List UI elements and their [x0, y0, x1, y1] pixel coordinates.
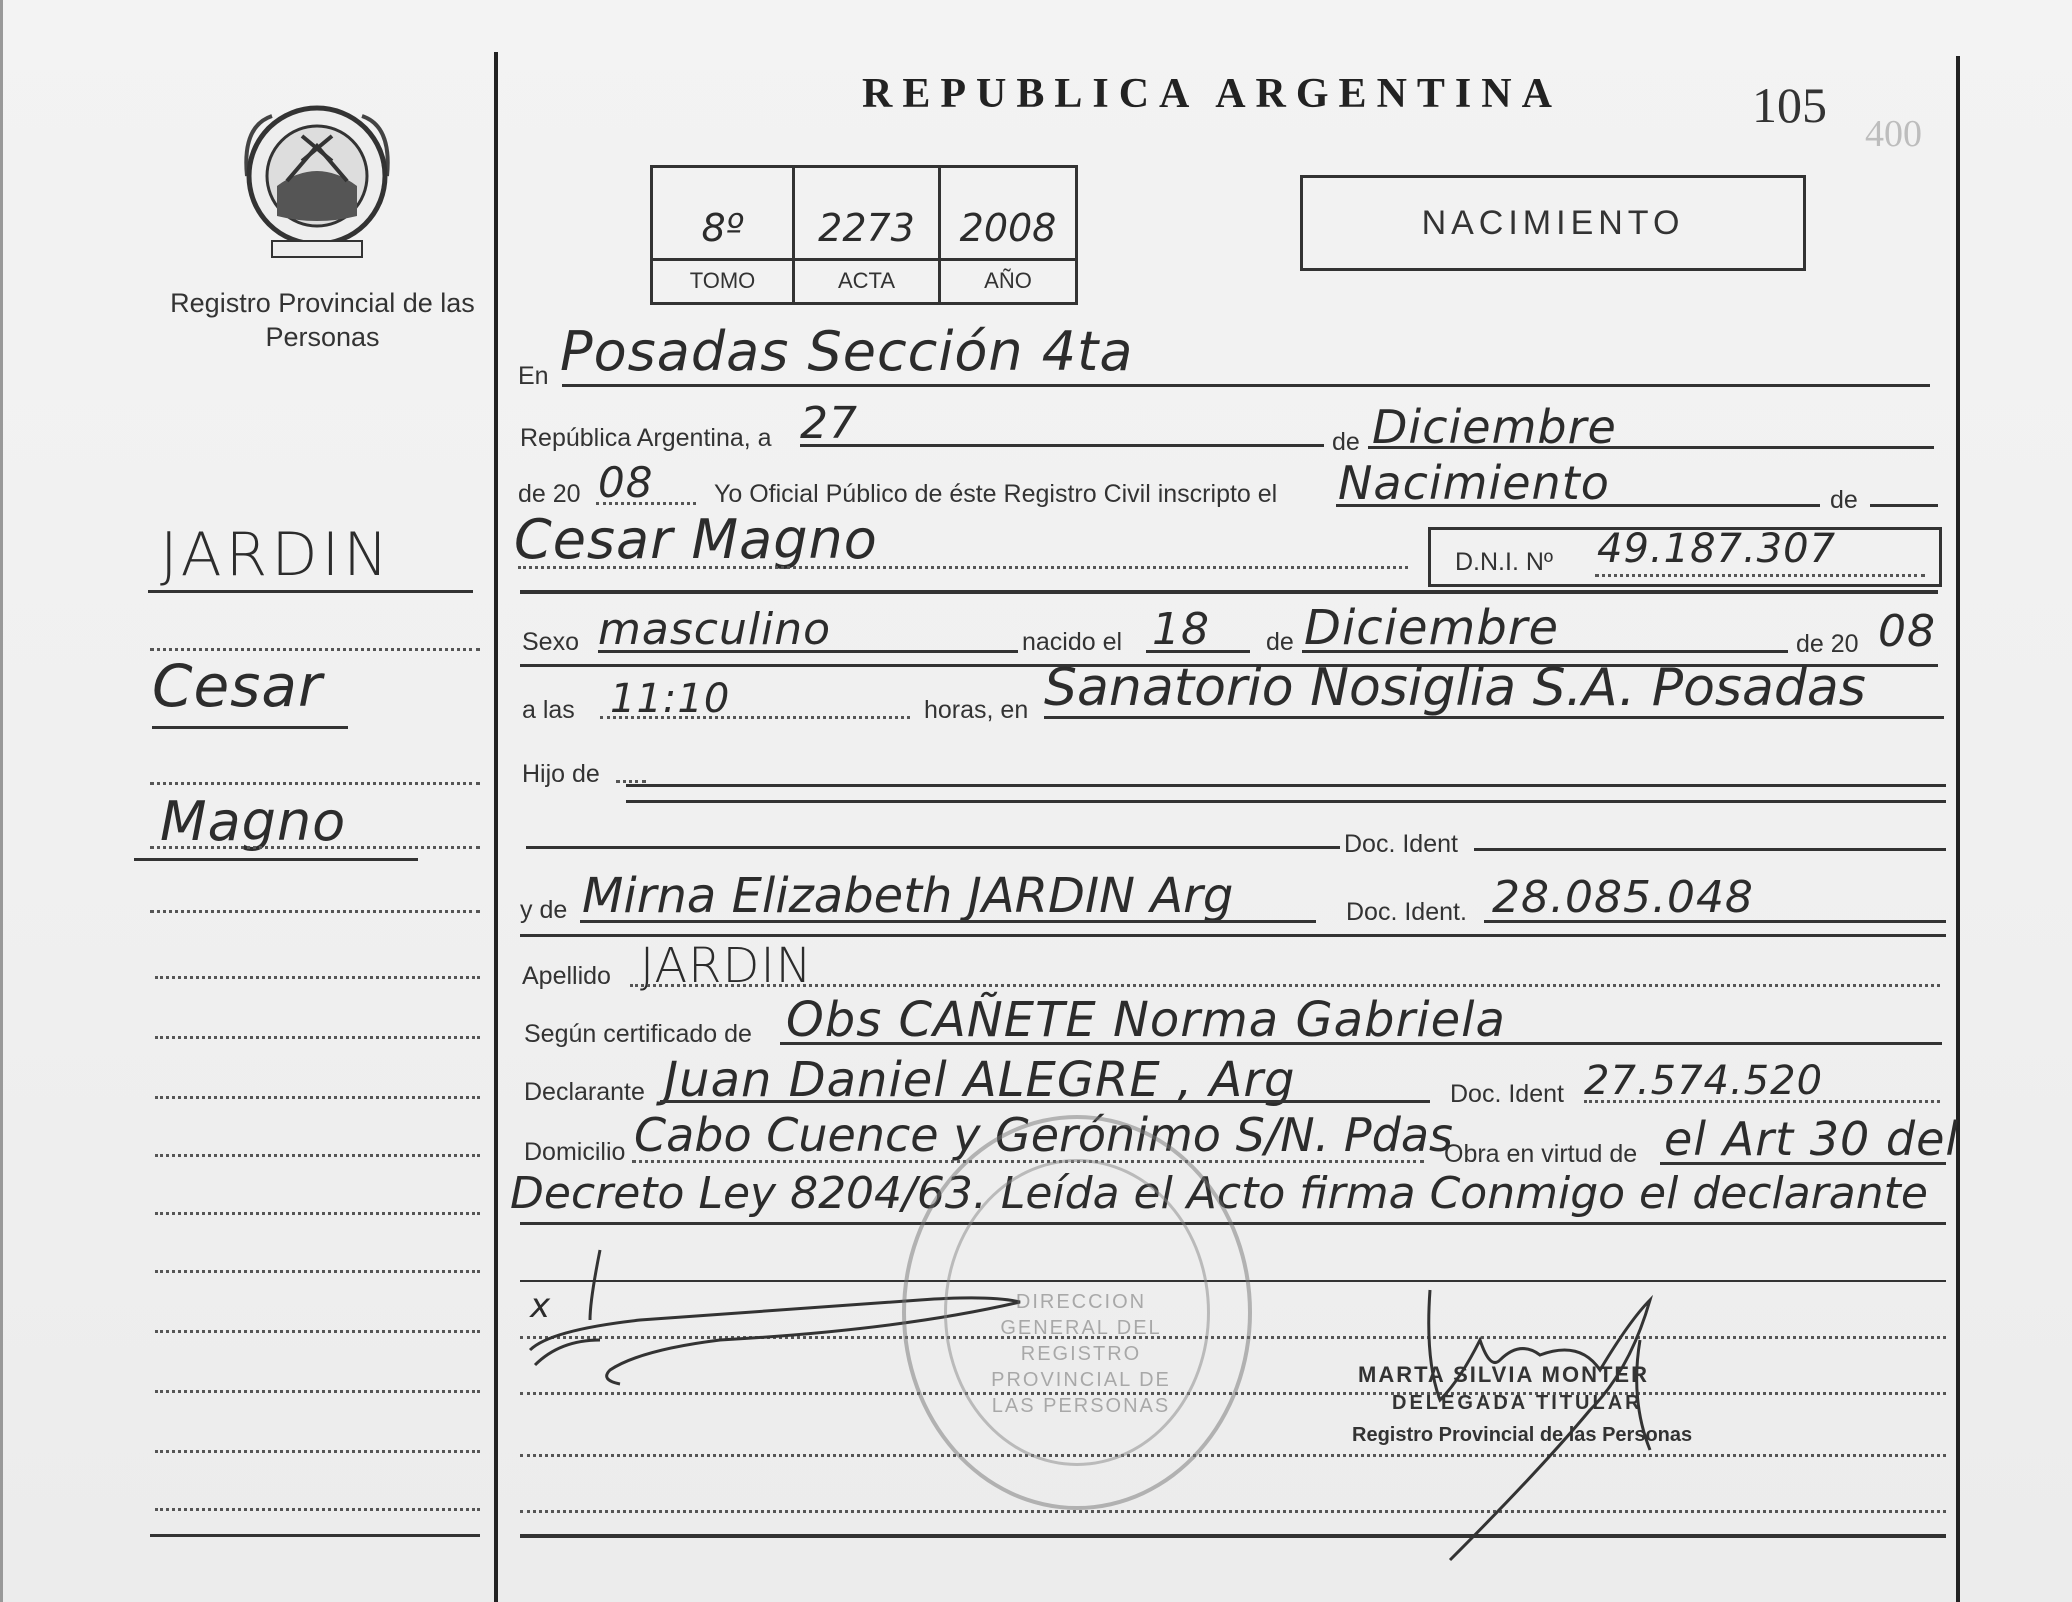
margin-line [148, 590, 473, 593]
right-border-line [1956, 56, 1960, 1602]
de-label-2: de [1830, 486, 1858, 514]
sexo-label: Sexo [522, 628, 579, 656]
oficial-label: Yo Oficial Público de éste Registro Civil inscripto el [714, 480, 1278, 508]
record-type-box: NACIMIENTO [1300, 175, 1806, 271]
registry-name: Registro Provincial de las Personas [170, 288, 475, 352]
time-line [600, 716, 910, 719]
domicilio-value: Cabo Cuence y Gerónimo S/N. Pdas [634, 1108, 1454, 1162]
provincial-seal-icon [232, 86, 402, 262]
stamp-text: DIRECCION GENERAL DEL REGISTRO PROVINCIAL DE LAS PERSONAS [991, 1291, 1171, 1417]
page-number: 105 [1752, 77, 1827, 133]
dni-label: D.N.I. Nº [1455, 548, 1554, 576]
father-line [526, 846, 1340, 849]
name-line [518, 566, 1408, 569]
margin-second-name: Magno [160, 790, 347, 853]
margin-line [134, 858, 418, 861]
declarante-line [660, 1100, 1430, 1103]
de-line-2 [1870, 504, 1938, 507]
father-doc-line [1474, 848, 1946, 851]
place-value: Sanatorio Nosiglia S.A. Posadas [1044, 658, 1866, 718]
domicilio-label: Domicilio [524, 1138, 626, 1166]
official-office: Registro Provincial de las Personas [1352, 1424, 1693, 1446]
certificado-label: Según certificado de [524, 1020, 752, 1048]
name-value: Cesar Magno [514, 508, 878, 571]
doc-ident-label-3: Doc. Ident [1450, 1080, 1564, 1108]
certificado-value: Obs CAÑETE Norma Gabriela [786, 992, 1506, 1048]
official-role: DELEGADA TITULAR [1392, 1392, 1643, 1414]
official-stamp [902, 1115, 1252, 1510]
left-divider-line [494, 52, 498, 1602]
birth-year-value: 08 [1878, 606, 1936, 657]
dni-value: 49.187.307 [1597, 526, 1837, 572]
tomo-label: TOMO [653, 258, 792, 302]
margin-line [155, 1270, 480, 1273]
margin-line [155, 1154, 480, 1157]
separator-line [520, 934, 1946, 937]
day-line [800, 444, 1324, 447]
declarante-label: Declarante [524, 1078, 645, 1106]
birth-month-line [1302, 650, 1788, 653]
ghost-page-number: 400 [1865, 113, 1922, 155]
de-label: de [1332, 428, 1360, 456]
declarante-doc-line [1584, 1100, 1940, 1103]
obra-label: Obra en virtud de [1444, 1140, 1638, 1168]
yde-label: y de [520, 896, 568, 924]
mother-doc-line [1484, 920, 1946, 923]
declarante-doc-value: 27.574.520 [1584, 1058, 1824, 1104]
obra-line [1660, 1162, 1946, 1165]
mother-doc-value: 28.085.048 [1492, 872, 1754, 923]
declarante-value: Juan Daniel ALEGRE , Arg [664, 1052, 1296, 1108]
x-mark: x [530, 1286, 552, 1326]
separator-line [626, 800, 1946, 803]
tomo-value: 8º [701, 206, 744, 250]
doc-ident-label-1: Doc. Ident [1344, 830, 1458, 858]
anio-cell [941, 168, 1075, 302]
de20-label-2: de 20 [1796, 630, 1859, 658]
margin-line [150, 846, 480, 849]
certificado-line [780, 1042, 1942, 1045]
horas-label: horas, en [924, 696, 1029, 724]
alas-label: a las [522, 696, 575, 724]
record-number-box [650, 165, 1078, 305]
margin-line [150, 782, 480, 785]
birth-day-line [1146, 650, 1250, 653]
header-title: REPUBLICA ARGENTINA [862, 71, 1562, 117]
de-label-3: de [1266, 628, 1294, 656]
margin-surname: JARDIN [160, 520, 393, 590]
en-value: Posadas Sección 4ta [560, 320, 1134, 383]
acta-value: 2273 [818, 206, 915, 250]
en-line [562, 384, 1930, 387]
anio-value: 2008 [959, 206, 1057, 250]
de20-label: de 20 [518, 480, 581, 508]
margin-line [150, 910, 480, 913]
month-value: Diciembre [1372, 400, 1617, 454]
day-value: 27 [800, 398, 858, 449]
dni-box [1428, 527, 1942, 587]
tomo-cell [653, 168, 795, 302]
margin-bottom-line [150, 1534, 480, 1537]
margin-line [152, 726, 348, 729]
hijo-line [626, 784, 1946, 787]
apellido-value: JARDIN [640, 938, 813, 994]
acta-label: ACTA [795, 258, 938, 302]
page-left-edge [0, 0, 3, 1602]
dni-line [1595, 574, 1925, 577]
time-value: 11:10 [610, 676, 731, 722]
acta-cell [795, 168, 941, 302]
margin-line [155, 1096, 480, 1099]
year-value: 08 [598, 458, 654, 507]
margin-line [155, 976, 480, 979]
inscripto-line [1336, 504, 1820, 507]
apellido-line [630, 984, 1940, 987]
margin-line [155, 1330, 480, 1333]
place-line [1044, 716, 1944, 719]
margin-first-name: Cesar [152, 652, 323, 720]
margin-line [155, 1036, 480, 1039]
margin-line [155, 1212, 480, 1215]
mother-value: Mirna Elizabeth JARDIN Arg [582, 868, 1234, 924]
separator-line [520, 590, 1938, 594]
sexo-line [598, 650, 1018, 653]
mother-line [580, 920, 1316, 923]
obra-value: el Art 30 del [1664, 1112, 1960, 1166]
continuation-value: Decreto Ley 8204/63. Leída el Acto firma Conmigo el declarante [510, 1168, 1928, 1219]
birth-month-value: Diciembre [1304, 600, 1560, 656]
nacido-label: nacido el [1022, 628, 1123, 656]
en-label: En [518, 362, 549, 390]
margin-line [150, 648, 480, 651]
margin-line [155, 1450, 480, 1453]
margin-line [155, 1508, 480, 1511]
month-line [1368, 446, 1934, 449]
apellido-label: Apellido [522, 962, 611, 990]
doc-ident-label-2: Doc. Ident. [1346, 898, 1467, 926]
margin-line [155, 1390, 480, 1393]
anio-label: AÑO [941, 258, 1075, 302]
republica-label: República Argentina, a [520, 424, 772, 452]
hijo-dots [616, 780, 646, 783]
sexo-value: masculino [598, 604, 832, 655]
hijo-label: Hijo de [522, 760, 600, 788]
birth-day-value: 18 [1152, 604, 1210, 655]
official-name: MARTA SILVIA MONTER [1358, 1362, 1649, 1387]
inscripto-value: Nacimiento [1338, 456, 1610, 510]
year-line [596, 502, 696, 505]
